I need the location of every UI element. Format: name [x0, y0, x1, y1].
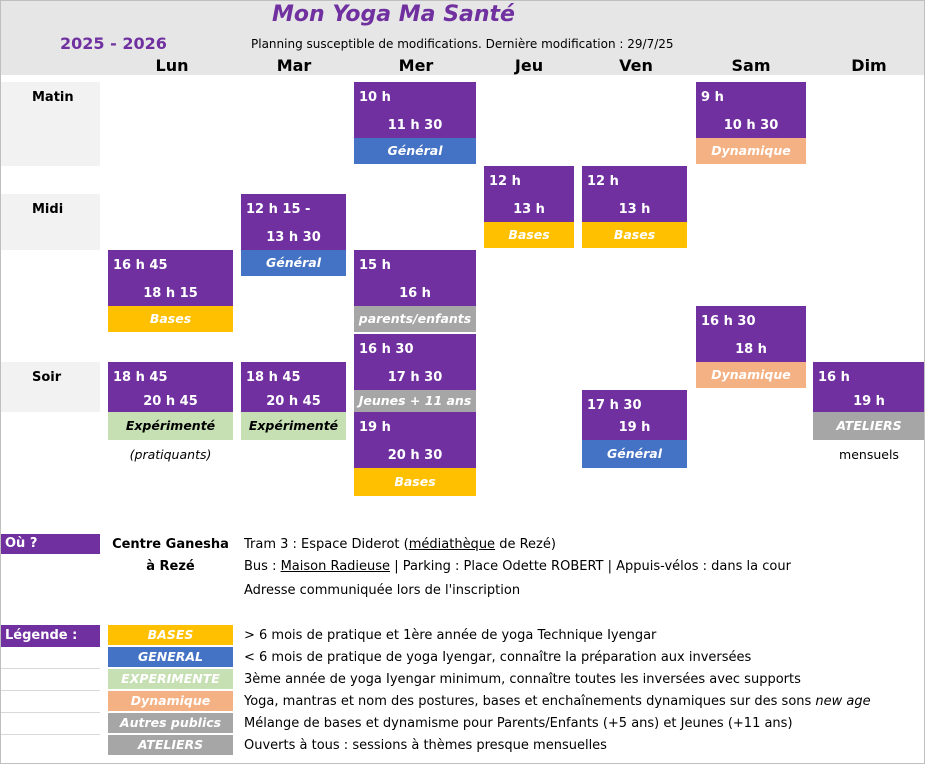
- session-type-badge: Expérimenté: [108, 412, 233, 440]
- legend-text-autres-publics: Mélange de bases et dynamisme pour Parents/Enfants (+5 ans) et Jeunes (+11 ans): [244, 716, 793, 731]
- legend-text-bases: > 6 mois de pratique et 1ère année de yoga Technique Iyengar: [244, 628, 657, 643]
- legend-badge-dynamique: Dynamique: [108, 691, 233, 711]
- day-header-tue: Mar: [276, 56, 312, 75]
- legend-text-dynamique: [244, 694, 871, 709]
- session-tue-noon[interactable]: [241, 194, 346, 250]
- period-noon: Midi: [0, 194, 100, 250]
- session-end: 10 h 30: [723, 118, 779, 133]
- bus-suffix: | Parking : Place Odette ROBERT | Appuis-vélos : dans la cour: [390, 559, 791, 574]
- season-year: 2025 - 2026: [60, 34, 167, 53]
- session-start: 17 h 30: [587, 398, 642, 413]
- session-sun-evening[interactable]: [813, 362, 925, 412]
- session-start: 12 h: [587, 174, 619, 189]
- centre-name: Centre Ganesha: [112, 537, 229, 552]
- tram-prefix: Tram 3 : Espace Diderot (: [244, 537, 409, 552]
- session-end: 13 h: [618, 202, 651, 217]
- session-thu-noon[interactable]: [484, 166, 574, 222]
- legend-badge-ateliers: ATELIERS: [108, 735, 233, 755]
- tram-suffix: de Rezé): [495, 537, 556, 552]
- session-type-badge: ATELIERS: [813, 412, 925, 440]
- session-end: 18 h: [735, 342, 767, 357]
- session-start: 19 h: [359, 420, 391, 435]
- session-end: 17 h 30: [387, 370, 443, 385]
- day-header-fri: Ven: [619, 56, 653, 75]
- legend-divider: [0, 690, 100, 691]
- tram-info: [244, 537, 556, 552]
- legend-badge-general: GENERAL: [108, 647, 233, 667]
- bus-info: [244, 559, 791, 574]
- legend-text-ateliers: Ouverts à tous : sessions à thèmes presque mensuelles: [244, 738, 607, 753]
- legend-divider: [0, 734, 100, 735]
- session-end: 19 h: [618, 420, 651, 435]
- session-wed-afternoon-2[interactable]: [354, 334, 476, 390]
- session-end: 13 h 30: [266, 230, 321, 245]
- legend-text-experimente: 3ème année de yoga Iyengar minimum, connaître toutes les inversées avec supports: [244, 672, 801, 687]
- day-header-wed: Mer: [398, 56, 434, 75]
- session-end: 16 h: [399, 286, 431, 301]
- bus-prefix: Bus :: [244, 559, 281, 574]
- legend-divider: [0, 712, 100, 713]
- centre-city: à Rezé: [146, 559, 195, 574]
- modification-notice: Planning susceptible de modifications. Dernière modification : 29/7/25: [251, 37, 674, 51]
- period-morning: Matin: [0, 82, 100, 166]
- session-note: (pratiquants): [129, 447, 212, 462]
- session-start: 16 h 30: [359, 342, 414, 357]
- session-end: 20 h 45: [143, 394, 198, 409]
- session-type-badge: Expérimenté: [241, 412, 346, 440]
- session-type-badge: Bases: [582, 222, 687, 248]
- maison-radieuse-link[interactable]: Maison Radieuse: [280, 559, 391, 574]
- session-fri-noon[interactable]: [582, 166, 687, 222]
- session-type-badge: Bases: [484, 222, 574, 248]
- session-type-badge: Général: [582, 440, 687, 468]
- session-wed-evening[interactable]: [354, 412, 476, 468]
- legend-badge-experimente: EXPERIMENTE: [108, 669, 233, 689]
- session-start: 15 h: [359, 258, 391, 273]
- session-type-badge: Général: [241, 250, 346, 276]
- location-label: Où ?: [0, 534, 100, 554]
- session-type-badge: Général: [354, 138, 476, 164]
- session-start: 18 h 45: [113, 370, 168, 385]
- legend-badge-autres-publics: Autres publics: [108, 713, 233, 733]
- session-start: 16 h 45: [113, 258, 168, 273]
- session-type-badge: Jeunes + 11 ans: [354, 390, 476, 412]
- session-type-badge: parents/enfants: [354, 306, 476, 332]
- legend-badge-bases: BASES: [108, 625, 233, 645]
- session-end: 20 h 45: [266, 394, 321, 409]
- legend-text-dynamique-main: Yoga, mantras et nom des postures, bases et enchaînements dynamiques sur des sons: [244, 694, 816, 709]
- session-note: mensuels: [839, 447, 899, 462]
- session-start: 10 h: [359, 90, 391, 105]
- session-start: 12 h 15 -: [246, 202, 311, 217]
- session-wed-morning[interactable]: [354, 82, 476, 138]
- legend-label: Légende :: [0, 625, 100, 647]
- day-header-thu: Jeu: [514, 56, 544, 75]
- mediatheque-link[interactable]: médiathèque: [408, 537, 496, 552]
- session-mon-afternoon[interactable]: [108, 250, 233, 306]
- session-type-badge: Dynamique: [696, 362, 806, 388]
- page-title: Mon Yoga Ma Santé: [272, 2, 515, 27]
- session-fri-evening[interactable]: [582, 390, 687, 440]
- legend-text-general: < 6 mois de pratique de yoga Iyengar, connaître la préparation aux inversées: [244, 650, 752, 665]
- day-header-sat: Sam: [731, 56, 771, 75]
- address-info: Adresse communiquée lors de l'inscription: [244, 583, 521, 598]
- period-evening: Soir: [0, 362, 100, 412]
- session-sat-afternoon[interactable]: [696, 306, 806, 362]
- legend-text-dynamique-italic: new age: [815, 694, 871, 709]
- session-start: 16 h 30: [701, 314, 756, 329]
- session-end: 18 h 15: [143, 286, 198, 301]
- session-end: 19 h: [853, 394, 885, 409]
- session-start: 18 h 45: [246, 370, 301, 385]
- session-mon-evening[interactable]: [108, 362, 233, 412]
- session-start: 16 h: [818, 370, 850, 385]
- session-sat-morning[interactable]: [696, 82, 806, 138]
- session-type-badge: Dynamique: [696, 138, 806, 164]
- session-end: 13 h: [513, 202, 545, 217]
- session-type-badge: Bases: [354, 468, 476, 496]
- legend-divider: [0, 668, 100, 669]
- session-end: 20 h 30: [387, 448, 443, 463]
- session-wed-afternoon-1[interactable]: [354, 250, 476, 306]
- session-start: 12 h: [489, 174, 521, 189]
- day-header-mon: Lun: [155, 56, 189, 75]
- session-type-badge: Bases: [108, 306, 233, 332]
- session-tue-evening[interactable]: [241, 362, 346, 412]
- session-start: 9 h: [701, 90, 724, 105]
- session-end: 11 h 30: [387, 118, 443, 133]
- day-header-sun: Dim: [851, 56, 887, 75]
